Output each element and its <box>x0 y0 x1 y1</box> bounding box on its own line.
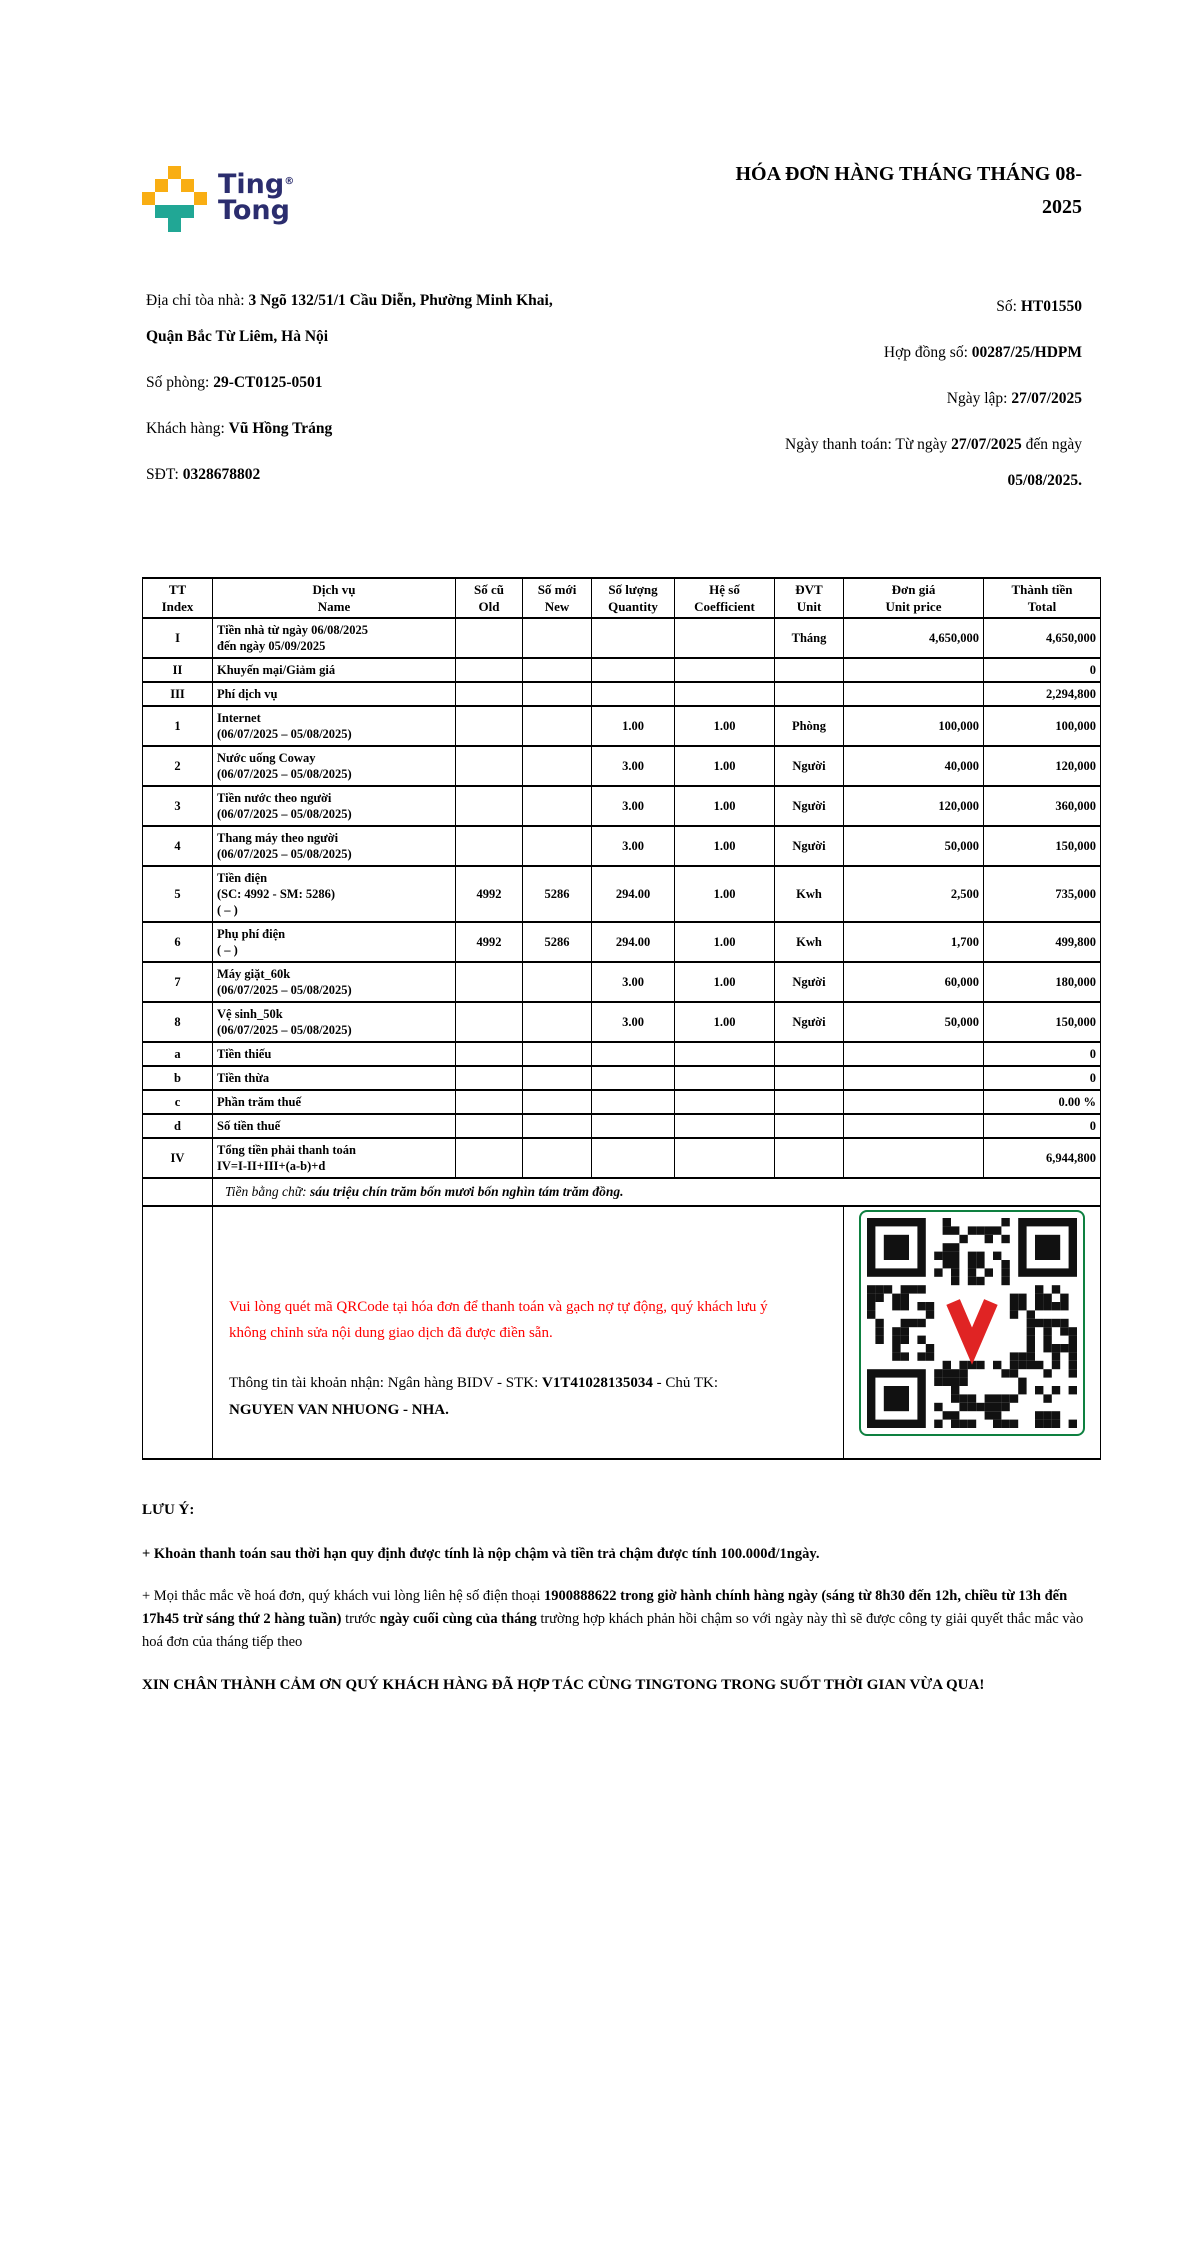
bank-account-info <box>229 1370 804 1424</box>
text-segment: trường hợp khách phản hồi chậm so với ngày này thì sẽ được công ty giải quyết thắc mắc vào hoá đơn của tháng tiếp theo <box>142 1611 1084 1650</box>
table-row <box>143 618 1101 658</box>
cell-name <box>213 922 456 962</box>
cell-coeff <box>675 618 775 658</box>
cell-new <box>523 1042 592 1066</box>
table-row <box>143 706 1101 746</box>
cell-old <box>456 962 523 1002</box>
text-segment: HÓA ĐƠN HÀNG THÁNG THÁNG 08- <box>735 163 1082 185</box>
cell-price: 1,700 <box>844 922 984 962</box>
text-segment: 0328678802 <box>182 466 261 483</box>
cell-new <box>523 826 592 866</box>
room-number <box>146 365 576 401</box>
cell-price: 50,000 <box>844 1002 984 1042</box>
text-segment: NGUYEN VAN NHUONG - NHA. <box>229 1402 449 1418</box>
cell-old <box>456 826 523 866</box>
cell-line: ( – ) <box>217 943 238 957</box>
cell-coeff <box>675 1066 775 1090</box>
cell-price <box>844 1042 984 1066</box>
cell-total: 735,000 <box>984 866 1101 922</box>
table-row <box>143 962 1101 1002</box>
logo-wordmark <box>218 169 294 224</box>
cell-coeff <box>675 1042 775 1066</box>
cell-old <box>456 682 523 706</box>
amount-in-words-label: Tiền bằng chữ: <box>225 1184 310 1199</box>
cell-line: Tiền nhà từ ngày 06/08/2025 <box>217 623 369 637</box>
cell-qty: 294.00 <box>592 922 675 962</box>
cell-qty: 1.00 <box>592 706 675 746</box>
cell-unit <box>775 1114 844 1138</box>
cell-qty <box>592 1066 675 1090</box>
cell-coeff <box>675 658 775 682</box>
customer-name <box>146 411 576 447</box>
cell-qty: 294.00 <box>592 866 675 922</box>
cell-price: 4,650,000 <box>844 618 984 658</box>
logo-pixel <box>155 205 194 218</box>
text-segment: - Chủ TK: <box>652 1375 719 1391</box>
cell-total: 360,000 <box>984 786 1101 826</box>
col-header-quantity: Số lượng Quantity <box>592 578 675 618</box>
cell-unit: Kwh <box>775 866 844 922</box>
cell-name <box>213 866 456 922</box>
cell-index: 3 <box>143 786 213 826</box>
cell-price <box>844 1114 984 1138</box>
text-segment: Hợp đồng số: <box>883 344 972 361</box>
cell-new <box>523 1002 592 1042</box>
col-header-coefficient: Hệ số Coefficient <box>675 578 775 618</box>
logo-pixel <box>142 192 155 205</box>
cell-index: 5 <box>143 866 213 922</box>
col-header-old: Số cũ Old <box>456 578 523 618</box>
table-row <box>143 786 1101 826</box>
invoice-table-body <box>143 618 1101 1178</box>
qr-code-cell <box>844 1206 1101 1459</box>
cell-coeff <box>675 682 775 706</box>
text-segment: ngày cuối cùng của tháng <box>379 1611 537 1627</box>
text-segment: Ngày lập: <box>946 390 1012 407</box>
cell-qty: 3.00 <box>592 1002 675 1042</box>
col-header-unit: ĐVT Unit <box>775 578 844 618</box>
text-segment: Vũ Hồng Tráng <box>228 420 333 437</box>
cell-index: 1 <box>143 706 213 746</box>
cell-unit <box>775 682 844 706</box>
cell-index: c <box>143 1090 213 1114</box>
cell-name <box>213 682 456 706</box>
hotline-note <box>142 1585 1087 1654</box>
amount-in-words-value: sáu triệu chín trăm bốn mươi bốn nghìn tám trăm đồng. <box>309 1184 624 1199</box>
cell-old <box>456 658 523 682</box>
text-segment: trước <box>341 1611 380 1627</box>
cell-new <box>523 962 592 1002</box>
customer-phone <box>146 457 576 493</box>
table-row <box>143 1090 1101 1114</box>
cell-old <box>456 706 523 746</box>
logo-pixel <box>155 179 168 192</box>
cell-name <box>213 1002 456 1042</box>
cell-price <box>844 1066 984 1090</box>
cell-total: 150,000 <box>984 826 1101 866</box>
cell-name <box>213 658 456 682</box>
cell-qty <box>592 1042 675 1066</box>
cell-new <box>523 618 592 658</box>
cell-old <box>456 1090 523 1114</box>
cell-name <box>213 1042 456 1066</box>
logo-pixel <box>194 192 207 205</box>
cell-coeff <box>675 1114 775 1138</box>
text-segment: Số: <box>996 298 1021 315</box>
cell-old <box>456 1138 523 1178</box>
text-segment: Địa chỉ tòa nhà: <box>146 292 249 309</box>
cell-unit: Phòng <box>775 706 844 746</box>
cell-old: 4992 <box>456 866 523 922</box>
cell-line: Phần trăm thuế <box>217 1095 302 1109</box>
cell-line: Vệ sinh_50k <box>217 1007 283 1021</box>
cell-price: 2,500 <box>844 866 984 922</box>
cell-line: Tiền thiếu <box>217 1047 272 1061</box>
cell-total: 180,000 <box>984 962 1101 1002</box>
cell-unit <box>775 658 844 682</box>
text-segment: Khách hàng: <box>146 420 229 437</box>
cell-total: 499,800 <box>984 922 1101 962</box>
cell-empty <box>143 1178 213 1206</box>
logo-pixel <box>168 166 181 179</box>
cell-line: Số tiền thuế <box>217 1119 281 1133</box>
cell-unit <box>775 1138 844 1178</box>
cell-index: a <box>143 1042 213 1066</box>
cell-line: (06/07/2025 – 05/08/2025) <box>217 1023 352 1037</box>
payment-instructions <box>217 1210 839 1424</box>
cell-line: (06/07/2025 – 05/08/2025) <box>217 983 352 997</box>
cell-line: Tiền điện <box>217 871 268 885</box>
text-segment: 05/08/2025. <box>1007 472 1082 489</box>
text-segment: 2025 <box>1042 196 1082 218</box>
cell-total: 0 <box>984 1042 1101 1066</box>
cell-index: d <box>143 1114 213 1138</box>
cell-new <box>523 746 592 786</box>
cell-unit: Kwh <box>775 922 844 962</box>
cell-line: ( – ) <box>217 903 238 917</box>
cell-new <box>523 706 592 746</box>
cell-qty: 3.00 <box>592 962 675 1002</box>
table-row <box>143 866 1101 922</box>
cell-new <box>523 658 592 682</box>
cell-name <box>213 618 456 658</box>
cell-line: Phụ phí điện <box>217 927 286 941</box>
cell-qty <box>592 1090 675 1114</box>
cell-index: IV <box>143 1138 213 1178</box>
cell-coeff: 1.00 <box>675 746 775 786</box>
cell-new <box>523 1090 592 1114</box>
cell-old <box>456 746 523 786</box>
col-header-new: Số mới New <box>523 578 592 618</box>
table-row <box>143 1114 1101 1138</box>
col-header-unit-price: Đơn giá Unit price <box>844 578 984 618</box>
cell-total: 0 <box>984 658 1101 682</box>
cell-price <box>844 1138 984 1178</box>
text-segment: + Mọi thắc mắc về hoá đơn, quý khách vui lòng liên hệ số điện thoại <box>142 1588 545 1604</box>
cell-name <box>213 706 456 746</box>
text-segment: Quận Bắc Từ Liêm, Hà Nội <box>146 328 329 345</box>
cell-index: 7 <box>143 962 213 1002</box>
cell-total: 2,294,800 <box>984 682 1101 706</box>
text-segment: 3 Ngõ 132/51/1 Cầu Diễn, Phường Minh Khai, <box>248 292 553 309</box>
invoice-table-wrapper <box>142 577 1100 1460</box>
cell-line: Phí dịch vụ <box>217 687 278 701</box>
cell-name <box>213 1090 456 1114</box>
text-segment: Số phòng: <box>146 374 214 391</box>
invoice-table-head <box>143 578 1101 618</box>
qr-red-note: Vui lòng quét mã QRCode tại hóa đơn để thanh toán và gạch nợ tự động, quý khách lưu ý không chỉnh sửa nội dung giao dịch đã được điền sẵn. <box>229 1299 768 1341</box>
contract-number <box>652 335 1082 371</box>
cell-price <box>844 1090 984 1114</box>
thank-you-message: XIN CHÂN THÀNH CẢM ƠN QUÝ KHÁCH HÀNG ĐÃ HỢP TÁC CÙNG TINGTONG TRONG SUỐT THỜI GIAN VỪA QUA! <box>142 1677 985 1693</box>
cell-total: 120,000 <box>984 746 1101 786</box>
cell-new <box>523 1066 592 1090</box>
page-title <box>622 158 1082 224</box>
cell-index: II <box>143 658 213 682</box>
cell-name <box>213 746 456 786</box>
cell-total: 100,000 <box>984 706 1101 746</box>
invoice-table <box>142 577 1101 1460</box>
cell-index: b <box>143 1066 213 1090</box>
table-row <box>143 658 1101 682</box>
cell-line: (SC: 4992 - SM: 5286) <box>217 887 336 901</box>
col-header-name: Dịch vụ Name <box>213 578 456 618</box>
table-header-row <box>143 578 1101 618</box>
cell-qty: 3.00 <box>592 746 675 786</box>
payment-instructions-cell <box>213 1206 844 1459</box>
cell-total: 4,650,000 <box>984 618 1101 658</box>
cell-old <box>456 1042 523 1066</box>
text-segment: 27/07/2025 <box>1011 390 1082 407</box>
cell-old <box>456 1066 523 1090</box>
cell-line: Internet <box>217 711 261 725</box>
cell-old <box>456 1114 523 1138</box>
payment-qr-code <box>867 1218 1077 1428</box>
cell-old <box>456 618 523 658</box>
cell-qty <box>592 1114 675 1138</box>
cell-new <box>523 786 592 826</box>
cell-old <box>456 1002 523 1042</box>
registered-mark: ® <box>284 176 295 187</box>
text-segment: Ngày thanh toán: Từ ngày <box>785 436 952 453</box>
table-row <box>143 746 1101 786</box>
cell-new <box>523 1114 592 1138</box>
cell-line: Khuyến mại/Giảm giá <box>217 663 336 677</box>
cell-name <box>213 786 456 826</box>
text-segment: Thông tin tài khoản nhận: Ngân hàng BIDV - STK: <box>229 1375 543 1391</box>
table-row <box>143 1042 1101 1066</box>
cell-old: 4992 <box>456 922 523 962</box>
cell-unit <box>775 1090 844 1114</box>
text-segment: 1900888622 trong giờ hành chính hàng ngày (sáng từ 8h30 đến 12h, chiều từ 13h đến 17h45 trừ sáng thứ 2 hàng tuần) <box>142 1588 1068 1627</box>
col-header-total: Thành tiền Total <box>984 578 1101 618</box>
cell-total: 0 <box>984 1114 1101 1138</box>
cell-price: 40,000 <box>844 746 984 786</box>
cell-name <box>213 1138 456 1178</box>
cell-index: 8 <box>143 1002 213 1042</box>
cell-coeff: 1.00 <box>675 1002 775 1042</box>
tingtong-logo-icon <box>142 166 207 232</box>
cell-total: 150,000 <box>984 1002 1101 1042</box>
cell-price: 100,000 <box>844 706 984 746</box>
qr-code-frame <box>859 1210 1085 1436</box>
cell-unit: Tháng <box>775 618 844 658</box>
col-header-index: TT Index <box>143 578 213 618</box>
issue-date <box>652 381 1082 417</box>
cell-new: 5286 <box>523 866 592 922</box>
cell-unit: Người <box>775 746 844 786</box>
cell-index: 4 <box>143 826 213 866</box>
cell-line: (06/07/2025 – 05/08/2025) <box>217 727 352 741</box>
invoice-info-section <box>146 283 1082 509</box>
text-segment: V1T41028135034 <box>542 1375 653 1391</box>
cell-coeff <box>675 1090 775 1114</box>
cell-qty: 3.00 <box>592 786 675 826</box>
text-segment: đến ngày <box>1021 436 1082 453</box>
text-segment: HT01550 <box>1020 298 1082 315</box>
cell-line: Nước uống Coway <box>217 751 316 765</box>
cell-unit: Người <box>775 1002 844 1042</box>
invoice-number <box>652 289 1082 325</box>
cell-qty <box>592 1138 675 1178</box>
cell-line: (06/07/2025 – 05/08/2025) <box>217 807 352 821</box>
cell-line: Tiền nước theo người <box>217 791 332 805</box>
cell-new: 5286 <box>523 922 592 962</box>
logo-pixel <box>181 179 194 192</box>
cell-total: 0.00 % <box>984 1090 1101 1114</box>
cell-qty: 3.00 <box>592 826 675 866</box>
cell-index: 2 <box>143 746 213 786</box>
text-segment: 29-CT0125-0501 <box>213 374 323 391</box>
cell-coeff: 1.00 <box>675 866 775 922</box>
cell-name <box>213 1066 456 1090</box>
cell-price <box>844 682 984 706</box>
company-logo <box>142 166 294 232</box>
info-right-column <box>652 283 1082 509</box>
cell-unit <box>775 1066 844 1090</box>
cell-name <box>213 826 456 866</box>
cell-price: 50,000 <box>844 826 984 866</box>
cell-price: 60,000 <box>844 962 984 1002</box>
cell-coeff: 1.00 <box>675 706 775 746</box>
cell-index: 6 <box>143 922 213 962</box>
cell-qty <box>592 682 675 706</box>
cell-qty <box>592 618 675 658</box>
notes-heading: LƯU Ý: <box>142 1502 195 1518</box>
cell-line: Tiền thừa <box>217 1071 270 1085</box>
amount-in-words-cell <box>213 1178 1101 1206</box>
cell-price: 120,000 <box>844 786 984 826</box>
text-segment: SĐT: <box>146 466 183 483</box>
cell-coeff <box>675 1138 775 1178</box>
cell-old <box>456 786 523 826</box>
cell-new <box>523 1138 592 1178</box>
payment-period <box>652 427 1082 499</box>
table-row <box>143 922 1101 962</box>
text-segment: 00287/25/HDPM <box>971 344 1082 361</box>
cell-unit <box>775 1042 844 1066</box>
logo-pixel <box>168 218 181 232</box>
cell-coeff: 1.00 <box>675 826 775 866</box>
cell-line: (06/07/2025 – 05/08/2025) <box>217 847 352 861</box>
cell-empty <box>143 1206 213 1459</box>
info-left-column <box>146 283 576 503</box>
amount-in-words-row <box>143 1178 1101 1206</box>
cell-price <box>844 658 984 682</box>
building-address <box>146 283 576 355</box>
cell-index: III <box>143 682 213 706</box>
cell-line: đến ngày 05/09/2025 <box>217 639 326 653</box>
table-row <box>143 826 1101 866</box>
cell-total: 0 <box>984 1066 1101 1090</box>
late-payment-note: + Khoản thanh toán sau thời hạn quy định được tính là nộp chậm và tiền trả chậm được tính 100.000đ/1ngày. <box>142 1546 820 1562</box>
cell-new <box>523 682 592 706</box>
logo-word-ting: Ting <box>218 169 285 200</box>
cell-line: (06/07/2025 – 05/08/2025) <box>217 767 352 781</box>
cell-coeff: 1.00 <box>675 922 775 962</box>
table-row <box>143 1066 1101 1090</box>
table-row <box>143 682 1101 706</box>
cell-index: I <box>143 618 213 658</box>
cell-line: IV=I-II+III+(a-b)+d <box>217 1159 326 1173</box>
table-row <box>143 1138 1101 1178</box>
footer-notes <box>142 1502 1087 1698</box>
logo-word-tong: Tong <box>218 195 290 226</box>
cell-line: Tổng tiền phải thanh toán <box>217 1143 356 1157</box>
cell-line: Thang máy theo người <box>217 831 339 845</box>
cell-coeff: 1.00 <box>675 962 775 1002</box>
cell-name <box>213 1114 456 1138</box>
cell-qty <box>592 658 675 682</box>
invoice-table-extra <box>143 1178 1101 1459</box>
cell-line: Máy giặt_60k <box>217 967 291 981</box>
cell-name <box>213 962 456 1002</box>
cell-unit: Người <box>775 786 844 826</box>
qr-payment-row <box>143 1206 1101 1459</box>
cell-unit: Người <box>775 962 844 1002</box>
table-row <box>143 1002 1101 1042</box>
cell-unit: Người <box>775 826 844 866</box>
text-segment: 27/07/2025 <box>951 436 1022 453</box>
cell-coeff: 1.00 <box>675 786 775 826</box>
cell-total: 6,944,800 <box>984 1138 1101 1178</box>
